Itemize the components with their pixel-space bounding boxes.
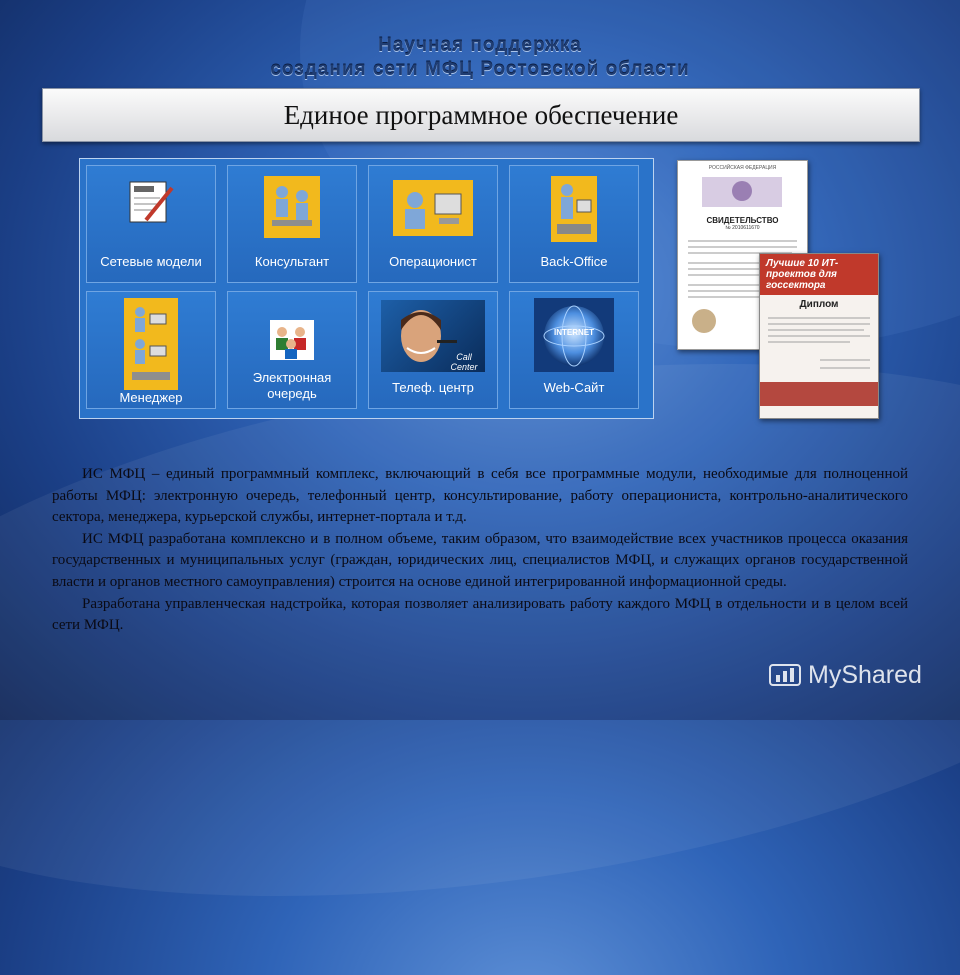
consultant-people-icon bbox=[264, 176, 320, 238]
call-center-caption: Call Center bbox=[450, 352, 478, 372]
diploma-text-lines bbox=[760, 310, 878, 406]
globe-caption: INTERNET bbox=[554, 328, 594, 337]
paragraph-2: ИС МФЦ разработана комплексно и в полном объеме, таким образом, что взаимодействие всех участников процесса оказания государственных и муниципальных услуг (граждан, юридических лиц, специалистов МФЦ, и служащих органов государственной власти и органов местного самоуправления) строится на основе единой интегрированной информационной среды. bbox=[52, 530, 908, 590]
module-label: Операционист bbox=[389, 254, 477, 269]
module-tile-operator[interactable] bbox=[368, 165, 498, 283]
module-label: Менеджер bbox=[119, 390, 183, 405]
module-label: Back-Office bbox=[540, 254, 608, 269]
watermark bbox=[768, 660, 922, 690]
document-pen-icon bbox=[126, 178, 176, 226]
module-label: Сетевые модели bbox=[100, 254, 202, 269]
cert-country: РОССИЙСКАЯ ФЕДЕРАЦИЯ bbox=[708, 165, 777, 171]
modules-grid bbox=[79, 158, 654, 419]
module-label-line1: Электронная bbox=[252, 370, 332, 385]
cert-emblem-icon bbox=[682, 171, 803, 211]
cert-number: № 2010611670 bbox=[725, 225, 760, 231]
module-tile-consultant[interactable] bbox=[227, 165, 357, 283]
paragraph-1: ИС МФЦ – единый программный комплекс, включающий в себя все программные модули, необходимые для полноценной работы МФЦ: электронную очередь, телефонный центр, консультирование, работу операциониста, контрольно-аналитического сектора, менеджера, курьерской службы, интернет-портала и т.д. bbox=[52, 466, 908, 526]
module-label: Консультант bbox=[254, 254, 330, 269]
module-label: Телеф. центр bbox=[392, 380, 474, 395]
diploma-title: Диплом bbox=[799, 299, 839, 310]
module-tile-call-center[interactable] bbox=[368, 291, 498, 409]
description-text bbox=[52, 464, 908, 637]
queue-people-icon bbox=[270, 320, 314, 360]
module-label-line2: очередь bbox=[267, 386, 317, 401]
module-label: Web-Сайт bbox=[543, 380, 605, 395]
diploma-document bbox=[759, 253, 879, 419]
banner-title: Единое программное обеспечение bbox=[283, 99, 679, 130]
call-center-photo-icon bbox=[381, 300, 485, 372]
module-tile-electronic-queue[interactable] bbox=[227, 291, 357, 409]
module-tile-web-site[interactable] bbox=[509, 291, 639, 409]
page-header bbox=[0, 34, 960, 82]
operator-computer-icon bbox=[393, 180, 473, 236]
header-line-2: создания сети МФЦ Ростовской области bbox=[270, 59, 690, 80]
module-tile-network-models[interactable] bbox=[86, 165, 216, 283]
watermark-text: MyShared bbox=[808, 660, 922, 689]
module-tile-back-office[interactable] bbox=[509, 165, 639, 283]
office-worker-icon bbox=[551, 176, 597, 242]
cert-title: СВИДЕТЕЛЬСТВО bbox=[706, 216, 779, 225]
module-tile-manager[interactable] bbox=[86, 291, 216, 409]
diploma-header: Лучшие 10 ИТ-проектов для госсектора bbox=[760, 254, 878, 295]
section-banner bbox=[42, 88, 920, 142]
paragraph-3: Разработана управленческая надстройка, которая позволяет анализировать работу каждого МФЦ в отдельности и в целом всей сети МФЦ. bbox=[52, 595, 908, 634]
internet-globe-icon bbox=[534, 298, 614, 372]
manager-workstations-icon bbox=[124, 298, 178, 390]
header-line-1: Научная поддержка bbox=[378, 35, 582, 56]
watermark-logo-icon bbox=[768, 661, 802, 689]
